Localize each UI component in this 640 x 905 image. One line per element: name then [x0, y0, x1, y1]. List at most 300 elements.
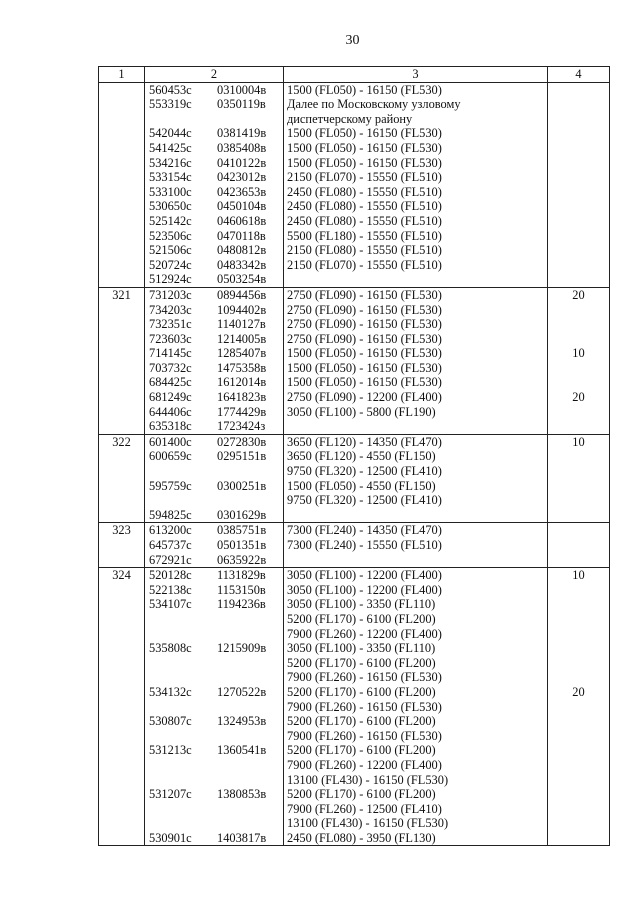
latitude: 672921с [149, 552, 192, 567]
waypoint-cell [145, 464, 284, 479]
page-number: 30 [345, 33, 360, 48]
route-number-cell [99, 82, 145, 97]
value-cell [548, 303, 610, 318]
route-number-cell [99, 464, 145, 479]
waypoint-cell [145, 479, 284, 494]
value-cell [548, 553, 610, 568]
route-number-cell [99, 317, 145, 332]
table-row [99, 243, 610, 258]
value-cell [548, 332, 610, 347]
waypoint-cell [145, 802, 284, 817]
longitude: 0385408в [217, 140, 267, 155]
value-cell [548, 538, 610, 553]
value-cell [548, 317, 610, 332]
latitude: 533100с [149, 184, 192, 199]
column-header-4: 4 [548, 67, 610, 83]
latitude: 531213с [149, 743, 192, 758]
table-row [99, 802, 610, 817]
value-cell [548, 641, 610, 656]
value-cell [548, 758, 610, 773]
table-row [99, 287, 610, 302]
longitude: 1140127в [217, 317, 266, 332]
waypoint-cell [145, 700, 284, 715]
altitude-cell: 9750 (FL320) - 12500 (FL410) [284, 464, 548, 479]
latitude: 530650с [149, 199, 192, 214]
latitude: 731203с [149, 287, 192, 302]
value-cell [548, 141, 610, 156]
waypoint-cell [145, 743, 284, 758]
longitude: 0450104в [217, 199, 267, 214]
altitude-cell: 2750 (FL090) - 16150 (FL530) [284, 332, 548, 347]
waypoint-cell [145, 214, 284, 229]
latitude: 533154с [149, 170, 192, 185]
table-row [99, 214, 610, 229]
table-row [99, 714, 610, 729]
waypoint-cell [145, 419, 284, 434]
table-row [99, 758, 610, 773]
route-number-cell [99, 419, 145, 434]
value-cell [548, 729, 610, 744]
waypoint-cell [145, 656, 284, 671]
value-cell: 20 [548, 685, 610, 700]
waypoint-cell [145, 538, 284, 553]
altitude-cell: 5200 (FL170) - 6100 (FL200) [284, 787, 548, 802]
waypoint-cell [145, 332, 284, 347]
longitude: 1215909в [217, 641, 267, 656]
altitude-cell: 2150 (FL070) - 15550 (FL510) [284, 258, 548, 273]
route-number-cell [99, 787, 145, 802]
value-cell [548, 375, 610, 390]
altitude-cell [284, 508, 548, 523]
waypoint-cell [145, 346, 284, 361]
table-row [99, 332, 610, 347]
altitude-cell: 3050 (FL100) - 3350 (FL110) [284, 641, 548, 656]
altitude-cell: 5200 (FL170) - 6100 (FL200) [284, 685, 548, 700]
value-cell [548, 272, 610, 287]
route-number-cell [99, 729, 145, 744]
waypoint-cell [145, 583, 284, 598]
route-number-cell [99, 538, 145, 553]
route-number-cell [99, 375, 145, 390]
table-row [99, 434, 610, 449]
latitude: 635318с [149, 419, 192, 434]
table-row [99, 405, 610, 420]
longitude: 0381419в [217, 126, 267, 141]
value-cell [548, 743, 610, 758]
longitude: 1360541в [217, 743, 267, 758]
altitude-cell: 3050 (FL100) - 3350 (FL110) [284, 597, 548, 612]
route-number-cell [99, 170, 145, 185]
latitude: 600659с [149, 449, 192, 464]
altitude-cell: 1500 (FL050) - 4550 (FL150) [284, 479, 548, 494]
value-cell [548, 156, 610, 171]
altitude-cell: 3050 (FL100) - 5800 (FL190) [284, 405, 548, 420]
value-cell [548, 185, 610, 200]
waypoint-cell [145, 272, 284, 287]
waypoint-cell [145, 97, 284, 112]
latitude: 534216с [149, 155, 192, 170]
value-cell [548, 479, 610, 494]
route-number-cell [99, 405, 145, 420]
latitude: 732351с [149, 317, 192, 332]
longitude: 0310004в [217, 82, 267, 97]
table-row [99, 258, 610, 273]
route-number-cell [99, 449, 145, 464]
route-number-cell: 322 [99, 434, 145, 449]
longitude: 1131829в [217, 568, 266, 583]
route-number-cell [99, 685, 145, 700]
table-body [99, 82, 610, 846]
altitude-cell: 2750 (FL090) - 16150 (FL530) [284, 287, 548, 302]
value-cell [548, 656, 610, 671]
route-number-cell [99, 97, 145, 112]
table-row [99, 272, 610, 287]
altitude-cell: 3050 (FL100) - 12200 (FL400) [284, 568, 548, 583]
longitude: 0272830в [217, 434, 267, 449]
longitude: 1285407в [217, 346, 267, 361]
longitude: 1324953в [217, 714, 267, 729]
altitude-cell: 3650 (FL120) - 4550 (FL150) [284, 449, 548, 464]
value-cell [548, 493, 610, 508]
altitude-cell: 2450 (FL080) - 15550 (FL510) [284, 214, 548, 229]
value-cell [548, 82, 610, 97]
waypoint-cell [145, 185, 284, 200]
waypoint-cell [145, 112, 284, 127]
altitude-cell: 2450 (FL080) - 15550 (FL510) [284, 185, 548, 200]
altitude-cell [284, 419, 548, 434]
longitude: 1641823в [217, 390, 267, 405]
latitude: 595759с [149, 478, 192, 493]
value-cell [548, 112, 610, 127]
latitude: 541425с [149, 140, 192, 155]
column-header-3: 3 [284, 67, 548, 83]
waypoint-cell [145, 317, 284, 332]
value-cell [548, 243, 610, 258]
table-row [99, 612, 610, 627]
table-row [99, 523, 610, 538]
waypoint-cell [145, 243, 284, 258]
latitude: 553319с [149, 97, 192, 112]
longitude: 0423653в [217, 184, 267, 199]
value-cell: 10 [548, 434, 610, 449]
table-row [99, 464, 610, 479]
route-number-cell [99, 597, 145, 612]
latitude: 645737с [149, 538, 192, 552]
longitude: 0483342в [217, 257, 267, 272]
route-number-cell [99, 773, 145, 788]
waypoint-cell [145, 199, 284, 214]
table-row [99, 375, 610, 390]
latitude: 520724с [149, 257, 192, 272]
route-number-cell [99, 156, 145, 171]
table-row [99, 508, 610, 523]
route-table [98, 66, 610, 846]
table-row [99, 538, 610, 553]
route-number-cell [99, 303, 145, 318]
table-row [99, 97, 610, 112]
latitude: 522138с [149, 582, 192, 597]
value-cell [548, 670, 610, 685]
longitude: 0480812в [217, 243, 267, 258]
route-number-cell [99, 243, 145, 258]
altitude-cell: 1500 (FL050) - 16150 (FL530) [284, 346, 548, 361]
waypoint-cell [145, 523, 284, 538]
table-row [99, 112, 610, 127]
altitude-cell: 2450 (FL080) - 15550 (FL510) [284, 199, 548, 214]
longitude: 1723424з [217, 419, 266, 434]
latitude: 530807с [149, 714, 192, 729]
value-cell [548, 523, 610, 538]
waypoint-cell [145, 405, 284, 420]
latitude: 512924с [149, 272, 192, 287]
waypoint-cell [145, 170, 284, 185]
altitude-cell: 1500 (FL050) - 16150 (FL530) [284, 141, 548, 156]
waypoint-cell [145, 229, 284, 244]
table-row [99, 493, 610, 508]
latitude: 601400с [149, 434, 192, 449]
value-cell [548, 170, 610, 185]
route-number-cell [99, 656, 145, 671]
altitude-cell: 1500 (FL050) - 16150 (FL530) [284, 361, 548, 376]
longitude: 0410122в [217, 155, 267, 170]
waypoint-cell [145, 773, 284, 788]
value-cell: 10 [548, 346, 610, 361]
latitude: 594825с [149, 507, 192, 522]
value-cell [548, 816, 610, 831]
value-cell [548, 714, 610, 729]
latitude: 734203с [149, 302, 192, 317]
waypoint-cell [145, 714, 284, 729]
value-cell: 20 [548, 390, 610, 405]
table-row [99, 346, 610, 361]
longitude: 0350119в [217, 97, 266, 112]
longitude: 1270522в [217, 684, 267, 699]
altitude-cell: 5200 (FL170) - 6100 (FL200) [284, 612, 548, 627]
longitude: 0385751в [217, 523, 267, 538]
table-row [99, 317, 610, 332]
route-number-cell [99, 553, 145, 568]
latitude: 560453с [149, 82, 192, 97]
table-row [99, 627, 610, 642]
waypoint-cell [145, 831, 284, 846]
longitude: 1403817в [217, 830, 267, 845]
waypoint-cell [145, 375, 284, 390]
longitude: 0423012в [217, 170, 267, 185]
route-number-cell [99, 346, 145, 361]
value-cell [548, 802, 610, 817]
table-row [99, 656, 610, 671]
longitude: 0501351в [217, 538, 267, 552]
table-row [99, 787, 610, 802]
table-row [99, 743, 610, 758]
longitude: 0301629в [217, 507, 267, 522]
latitude: 723603с [149, 331, 192, 346]
altitude-cell: 2750 (FL090) - 16150 (FL530) [284, 317, 548, 332]
altitude-cell: 3050 (FL100) - 12200 (FL400) [284, 583, 548, 598]
route-number-cell [99, 258, 145, 273]
route-number-cell [99, 700, 145, 715]
table-row [99, 361, 610, 376]
column-header-1: 1 [99, 67, 145, 83]
route-number-cell [99, 390, 145, 405]
waypoint-cell [145, 508, 284, 523]
route-number-cell [99, 272, 145, 287]
value-cell [548, 419, 610, 434]
value-cell [548, 627, 610, 642]
waypoint-cell [145, 597, 284, 612]
altitude-cell: 3650 (FL120) - 14350 (FL470) [284, 434, 548, 449]
route-number-cell [99, 670, 145, 685]
longitude: 1194236в [217, 597, 266, 612]
table-row [99, 156, 610, 171]
altitude-cell [284, 553, 548, 568]
altitude-cell: 5200 (FL170) - 6100 (FL200) [284, 714, 548, 729]
latitude: 714145с [149, 346, 192, 361]
latitude: 613200с [149, 523, 192, 538]
altitude-cell: 5500 (FL180) - 15550 (FL510) [284, 229, 548, 244]
altitude-cell: 7900 (FL260) - 12200 (FL400) [284, 627, 548, 642]
waypoint-cell [145, 82, 284, 97]
longitude: 0470118в [217, 228, 266, 243]
waypoint-cell [145, 685, 284, 700]
longitude: 0300251в [217, 478, 267, 493]
longitude: 0460618в [217, 213, 267, 228]
table-row [99, 479, 610, 494]
value-cell [548, 97, 610, 112]
route-number-cell [99, 479, 145, 494]
route-number-cell [99, 627, 145, 642]
latitude: 525142с [149, 213, 192, 228]
altitude-cell: 7900 (FL260) - 16150 (FL530) [284, 670, 548, 685]
value-cell [548, 229, 610, 244]
route-number-cell [99, 583, 145, 598]
longitude: 1475358в [217, 360, 267, 375]
value-cell [548, 449, 610, 464]
latitude: 520128с [149, 568, 192, 583]
altitude-cell: 2150 (FL070) - 15550 (FL510) [284, 170, 548, 185]
table-row [99, 126, 610, 141]
value-cell [548, 361, 610, 376]
value-cell [548, 787, 610, 802]
latitude: 681249с [149, 390, 192, 405]
waypoint-cell [145, 126, 284, 141]
column-header-2: 2 [145, 67, 284, 83]
latitude: 684425с [149, 375, 192, 390]
value-cell [548, 831, 610, 846]
table-row [99, 583, 610, 598]
table-row [99, 170, 610, 185]
value-cell [548, 405, 610, 420]
value-cell [548, 597, 610, 612]
waypoint-cell [145, 361, 284, 376]
longitude: 0503254в [217, 272, 267, 287]
longitude: 1214005в [217, 331, 267, 346]
longitude: 1380853в [217, 787, 267, 802]
latitude: 535808с [149, 641, 192, 656]
route-number-cell [99, 641, 145, 656]
altitude-cell: 2750 (FL090) - 16150 (FL530) [284, 303, 548, 318]
table-row [99, 553, 610, 568]
waypoint-cell [145, 258, 284, 273]
table-row [99, 700, 610, 715]
waypoint-cell [145, 568, 284, 583]
value-cell [548, 214, 610, 229]
route-number-cell: 323 [99, 523, 145, 538]
latitude: 530901с [149, 830, 192, 845]
route-number-cell [99, 831, 145, 846]
longitude: 1153150в [217, 582, 266, 597]
value-cell [548, 773, 610, 788]
table-row [99, 568, 610, 583]
value-cell [548, 508, 610, 523]
route-number-cell [99, 816, 145, 831]
latitude: 531207с [149, 787, 192, 802]
route-number-cell [99, 508, 145, 523]
value-cell [548, 464, 610, 479]
altitude-cell: 13100 (FL430) - 16150 (FL530) [284, 773, 548, 788]
altitude-cell: 2450 (FL080) - 3950 (FL130) [284, 831, 548, 846]
latitude: 523506с [149, 228, 192, 243]
table-row [99, 597, 610, 612]
altitude-cell: 5200 (FL170) - 6100 (FL200) [284, 656, 548, 671]
route-number-cell [99, 743, 145, 758]
altitude-cell: 2750 (FL090) - 12200 (FL400) [284, 390, 548, 405]
header-row [99, 67, 610, 83]
longitude: 1612014в [217, 375, 267, 390]
value-cell: 20 [548, 287, 610, 302]
route-number-cell [99, 612, 145, 627]
altitude-cell: 1500 (FL050) - 16150 (FL530) [284, 82, 548, 97]
route-number-cell: 321 [99, 287, 145, 302]
waypoint-cell [145, 729, 284, 744]
waypoint-cell [145, 493, 284, 508]
waypoint-cell [145, 816, 284, 831]
route-number-cell [99, 361, 145, 376]
waypoint-cell [145, 156, 284, 171]
table-row [99, 831, 610, 846]
value-cell [548, 700, 610, 715]
latitude: 542044с [149, 126, 192, 141]
latitude: 534107с [149, 597, 192, 612]
table-row [99, 685, 610, 700]
latitude: 644406с [149, 404, 192, 419]
longitude: 0295151в [217, 449, 267, 464]
route-number-cell [99, 802, 145, 817]
waypoint-cell [145, 449, 284, 464]
table-row [99, 773, 610, 788]
altitude-cell: 13100 (FL430) - 16150 (FL530) [284, 816, 548, 831]
altitude-cell: 2150 (FL080) - 15550 (FL510) [284, 243, 548, 258]
route-number-cell [99, 112, 145, 127]
table-row [99, 641, 610, 656]
altitude-cell: диспетчерскому району [284, 112, 548, 127]
waypoint-cell [145, 303, 284, 318]
waypoint-cell [145, 627, 284, 642]
value-cell [548, 258, 610, 273]
table-row [99, 729, 610, 744]
waypoint-cell [145, 787, 284, 802]
table-row [99, 229, 610, 244]
route-number-cell: 324 [99, 568, 145, 583]
route-number-cell [99, 758, 145, 773]
longitude: 1774429в [217, 404, 267, 419]
altitude-cell: 7900 (FL260) - 16150 (FL530) [284, 729, 548, 744]
value-cell [548, 583, 610, 598]
route-number-cell [99, 185, 145, 200]
altitude-cell: 7900 (FL260) - 12200 (FL400) [284, 758, 548, 773]
latitude: 703732с [149, 360, 192, 375]
waypoint-cell [145, 287, 284, 302]
